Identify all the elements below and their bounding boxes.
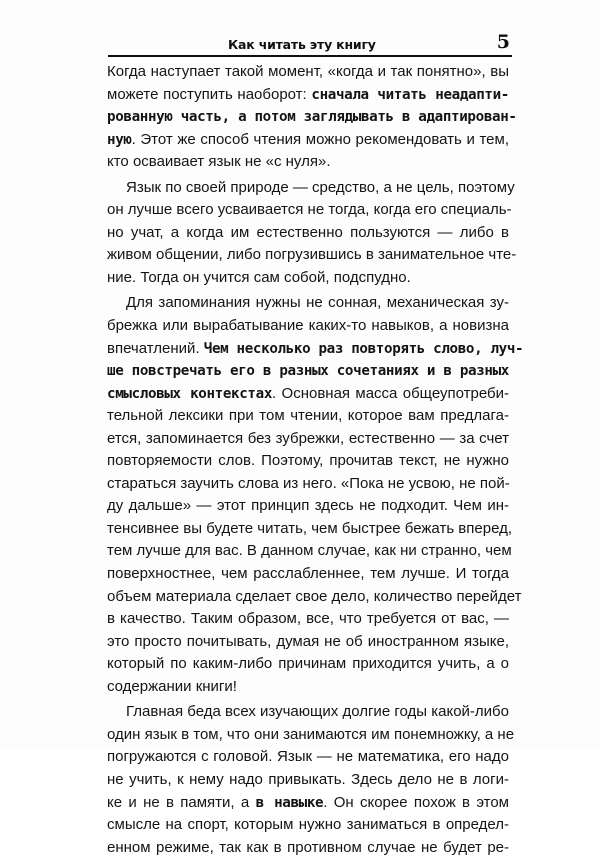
body-text xyxy=(107,61,524,859)
text-line xyxy=(107,199,512,222)
bold-text: смысловых контекстах xyxy=(107,385,273,402)
text-line xyxy=(107,315,509,338)
bold-text: ше повстречать его в разных сочетаниях и в разных xyxy=(107,363,509,380)
text-segment: . Основная масса общеупотреби- xyxy=(272,384,509,402)
text-segment: живом общении, либо погрузившись в занимательное чте- xyxy=(107,246,517,264)
text-line xyxy=(107,222,509,245)
text-segment: это просто почитывать, думая не об иностранном языке, xyxy=(107,632,509,650)
text-line xyxy=(107,586,522,609)
text-line xyxy=(107,631,509,654)
text-segment: ке и не в памяти, а xyxy=(107,793,256,811)
text-segment: погружаются с головой. Язык — не математика, его надо xyxy=(107,748,509,766)
text-line xyxy=(107,608,509,631)
text-line xyxy=(107,676,509,699)
text-line xyxy=(107,106,517,129)
bold-text: сначала читать неадапти- xyxy=(311,86,509,103)
text-segment: тенсивнее вы будете читать, чем быстрее бежать вперед, xyxy=(107,519,513,537)
text-segment: . Этот же способ чтения можно рекомендовать и тем, xyxy=(131,130,509,148)
bold-text: рованную часть, а потом заглядывать в адаптирован- xyxy=(107,109,517,126)
text-line xyxy=(107,653,509,676)
text-segment: тельной лексики при том чтении, которое вам предлага- xyxy=(107,407,509,425)
text-line xyxy=(107,383,509,406)
bold-text: в навыке xyxy=(255,794,324,811)
text-segment: который по каким-либо причинам приходится учить, а о xyxy=(107,655,509,673)
page-number: 5 xyxy=(496,31,510,53)
text-segment: ние. Тогда он учится сам собой, подспудно. xyxy=(107,268,411,286)
text-segment: Когда наступает такой момент, «когда и так понятно», вы xyxy=(107,63,509,80)
text-segment: впечатлений. xyxy=(107,339,204,357)
text-line xyxy=(107,338,524,361)
text-segment: повторяемости слов. Поэтому, прочитав текст, не нужно xyxy=(107,452,509,470)
text-line xyxy=(107,405,509,428)
text-line xyxy=(107,360,509,383)
text-line xyxy=(107,473,509,496)
text-line xyxy=(107,837,509,859)
text-segment: стараться заучить слова из него. «Пока не усвою, не пой- xyxy=(107,474,510,492)
text-line xyxy=(107,428,509,451)
text-line xyxy=(107,129,509,152)
text-line xyxy=(107,177,515,200)
text-segment: Главная беда всех изучающих долгие годы какой-либо xyxy=(126,703,509,721)
text-segment: кто осваивает язык не «с нуля». xyxy=(107,153,331,171)
text-segment: . Он скорее похож в этом xyxy=(323,793,509,811)
text-line xyxy=(107,244,517,267)
text-line xyxy=(107,84,509,107)
text-line xyxy=(107,292,509,315)
text-segment: смысле на спорт, которым нужно заниматься в определ- xyxy=(107,816,509,834)
bold-text: Чем несколько раз повторять слово, луч- xyxy=(203,340,524,357)
running-title: Как читать эту книгу xyxy=(228,37,376,52)
text-segment: Язык по своей природе — средство, а не цель, поэтому xyxy=(126,178,515,196)
text-line xyxy=(107,724,515,747)
text-segment: брежка или вырабатывание каких-то навыков, а новизна xyxy=(107,317,509,335)
text-segment: но учат, а когда им естественно пользуются — либо в xyxy=(107,223,509,241)
text-line xyxy=(107,61,509,84)
bold-text: ную xyxy=(107,131,132,148)
text-segment: поверхностнее, чем расслабленнее, тем лучше. И тогда xyxy=(107,565,509,583)
text-segment: тем лучше для вас. В данном случае, как ни странно, чем xyxy=(107,542,512,560)
text-segment: не учить, к нему надо привыкать. Здесь дело не в логи- xyxy=(107,770,509,788)
text-segment: Для запоминания нужны не сонная, механическая зу- xyxy=(126,294,509,312)
text-line xyxy=(107,450,509,473)
text-segment: енном режиме, так как в противном случае не будет ре- xyxy=(107,838,509,856)
text-line xyxy=(107,495,509,518)
text-line xyxy=(107,814,509,837)
text-line xyxy=(107,792,509,815)
text-segment: один язык в том, что они занимаются им понемножку, а не xyxy=(107,725,515,743)
text-segment: содержании книги! xyxy=(107,677,237,695)
text-line xyxy=(107,563,509,586)
page-header xyxy=(108,33,512,57)
text-line xyxy=(107,518,513,541)
text-segment: ется, запоминается без зубрежки, естественно — за счет xyxy=(107,429,509,447)
text-segment: в качество. Таким образом, все, что требуется от вас, — xyxy=(107,610,509,628)
text-line xyxy=(107,540,512,563)
text-segment: ду дальше» — этот принцип здесь не подходит. Чем ин- xyxy=(107,497,509,515)
text-line xyxy=(107,151,509,174)
text-line xyxy=(107,701,509,724)
text-segment: можете поступить наоборот: xyxy=(107,85,312,103)
text-segment: он лучше всего усваивается не тогда, когда его специаль- xyxy=(107,201,512,219)
text-line xyxy=(107,267,509,290)
text-segment: объем материала сделает свое дело, количество перейдет xyxy=(107,587,522,605)
text-line xyxy=(107,769,509,792)
